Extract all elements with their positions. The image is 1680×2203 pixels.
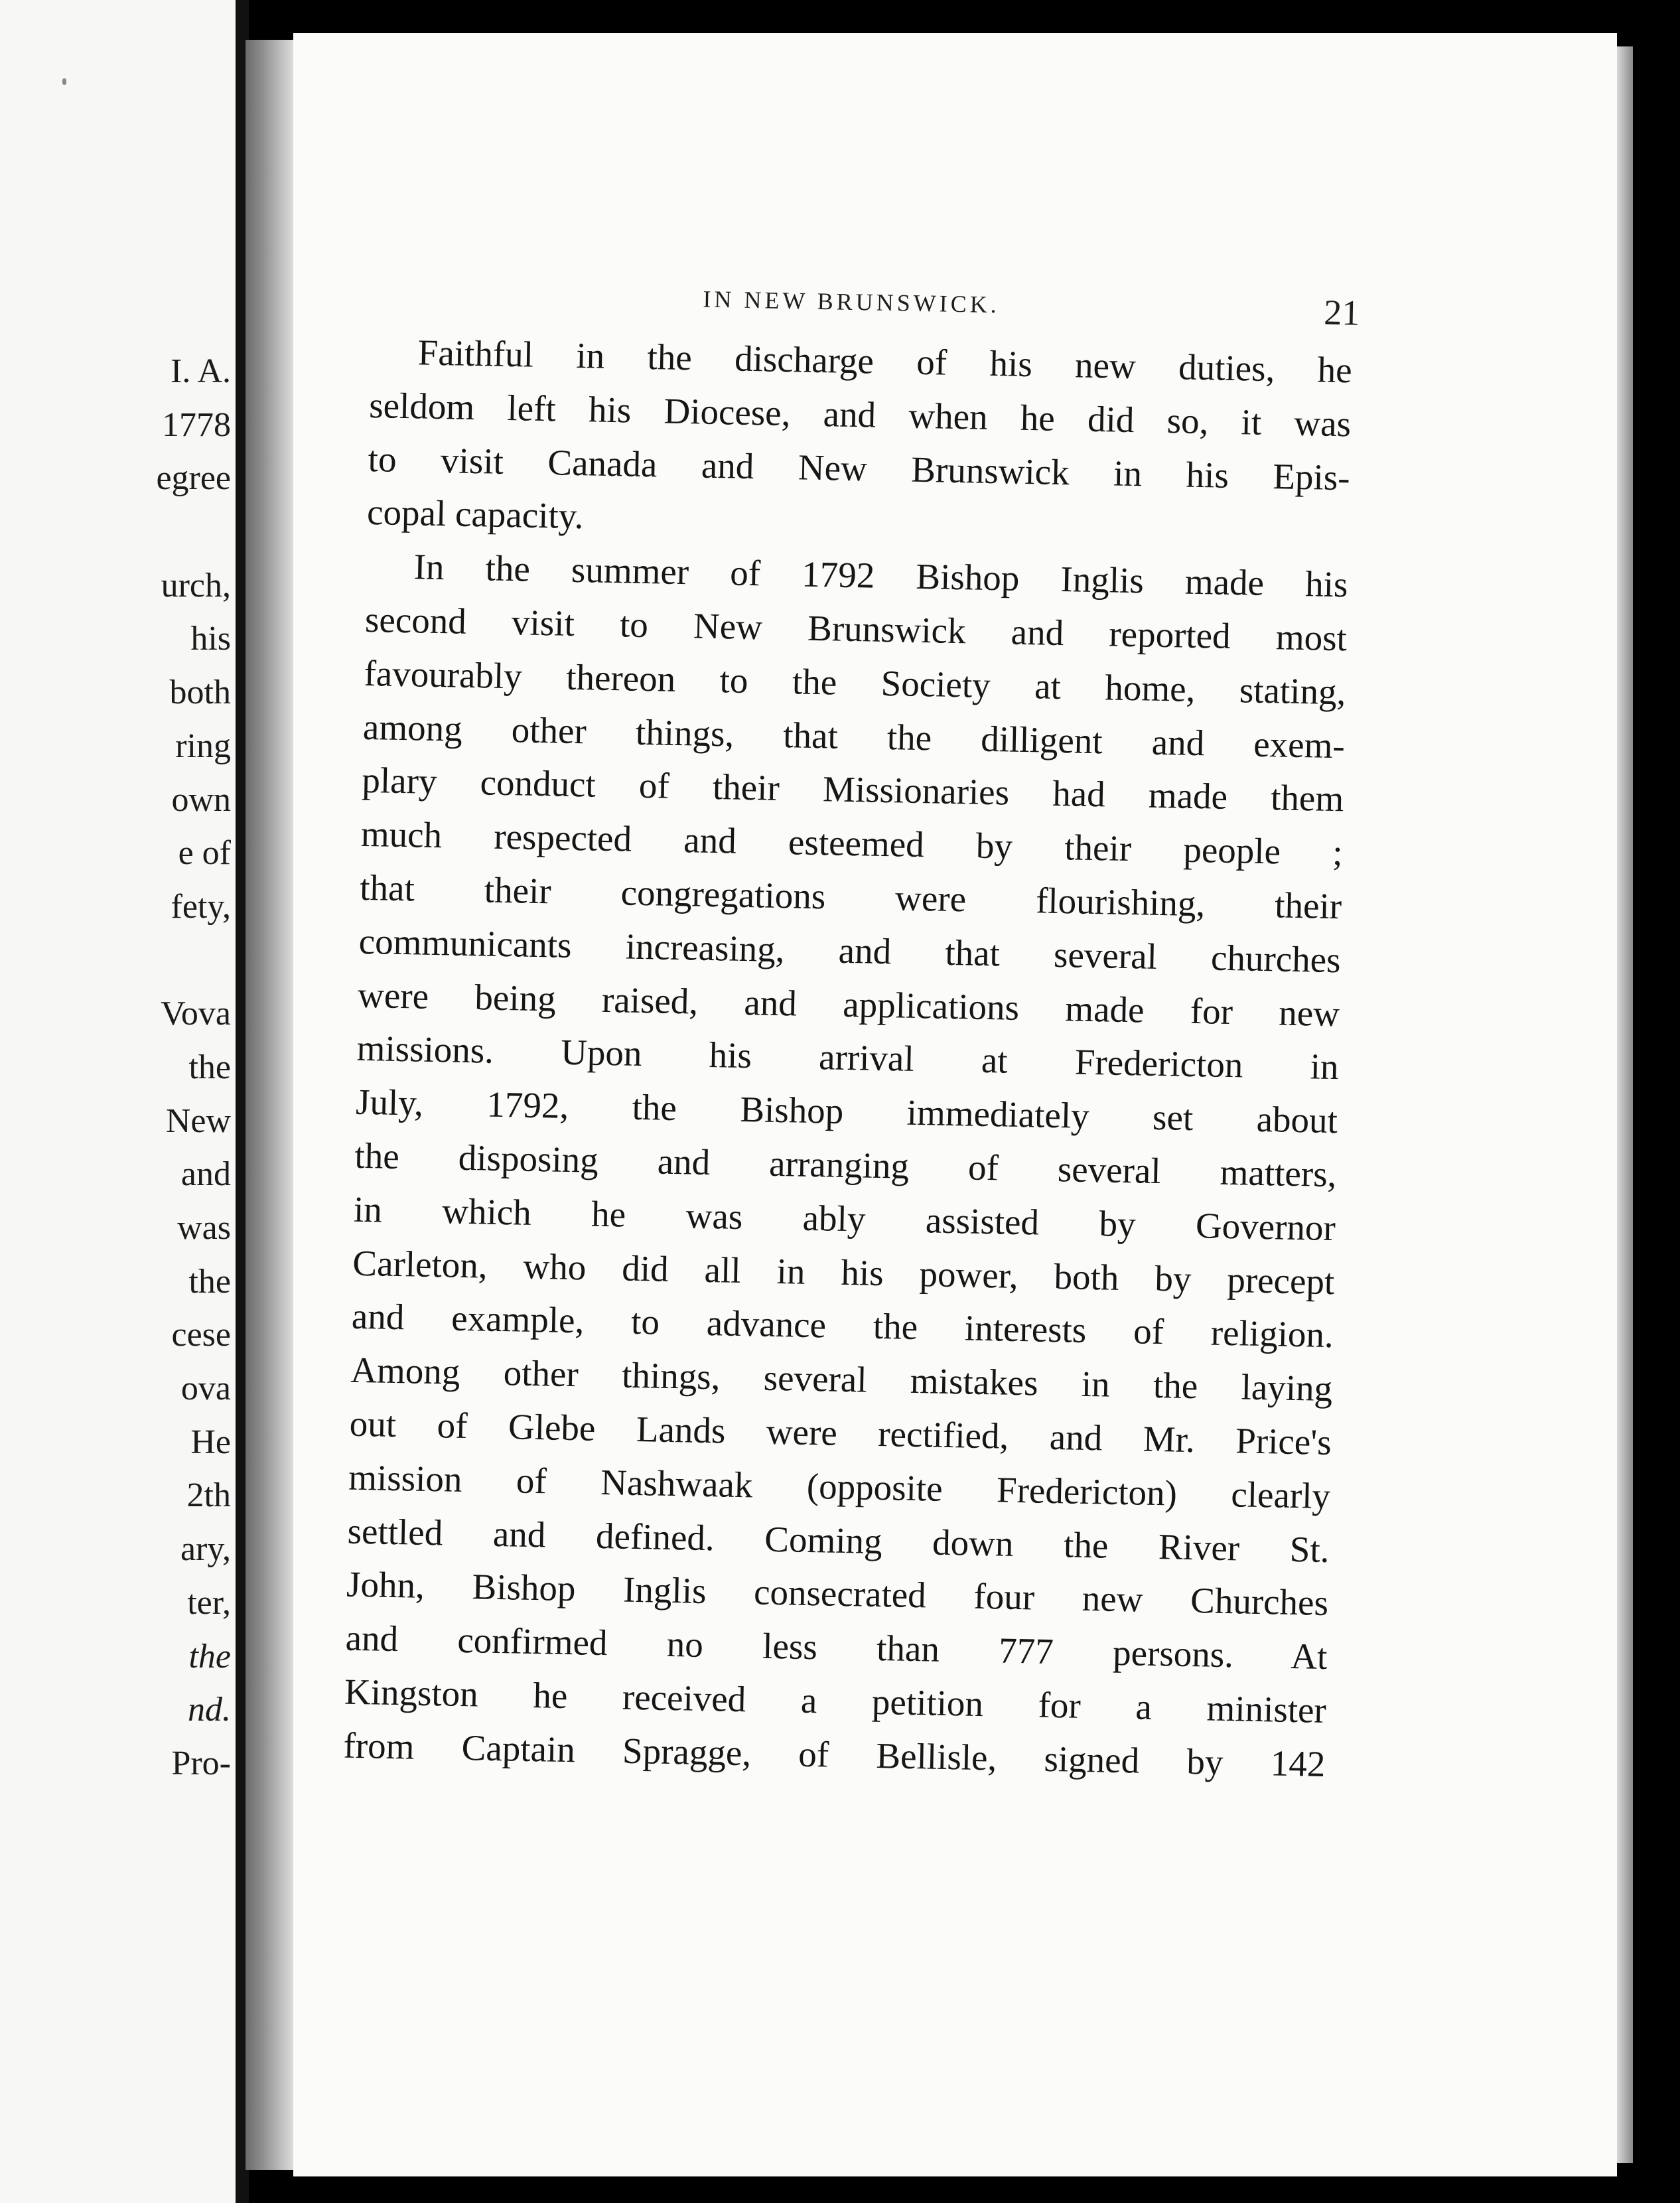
text-line: plary conduct of their Missionaries had made them bbox=[361, 760, 1344, 819]
text-line: seldom left his Diocese, and when he did so, it was bbox=[368, 384, 1352, 445]
left-page-fragment: the bbox=[188, 1637, 231, 1675]
left-page-fragment: his bbox=[190, 620, 231, 658]
body-text bbox=[343, 325, 1353, 1792]
text-line: among other things, that the dilligent and exem- bbox=[362, 706, 1346, 766]
left-page-fragment: egree bbox=[156, 459, 231, 498]
left-page-fragment: He bbox=[190, 1423, 231, 1461]
left-page-fragment bbox=[5, 934, 231, 988]
left-page-fragment: e of bbox=[178, 834, 231, 873]
text-line: and confirmed no less than 777 persons. At bbox=[345, 1617, 1328, 1677]
text-line: from Captain Spragge, of Bellisle, signed by 142 bbox=[342, 1725, 1326, 1784]
left-page-fragment: the bbox=[188, 1048, 231, 1086]
left-page-fragment: ary, bbox=[180, 1530, 231, 1569]
text-line: In the summer of 1792 Bishop Inglis made his bbox=[413, 546, 1349, 605]
paragraph bbox=[343, 539, 1348, 1791]
left-page-fragment: Pro- bbox=[171, 1744, 231, 1782]
left-page-fragment: ova bbox=[180, 1370, 231, 1408]
text-line: mission of Nashwaak (opposite Fredericton) clearly bbox=[348, 1457, 1331, 1516]
running-head-title: IN NEW BRUNSWICK. bbox=[703, 285, 1001, 319]
text-line: Carleton, who did all in his power, both by precept bbox=[352, 1242, 1335, 1302]
text-line: Kingston he received a petition for a minister bbox=[344, 1671, 1327, 1731]
text-line: Faithful in the discharge of his new duties, he bbox=[417, 332, 1353, 391]
page-content bbox=[342, 279, 1360, 1792]
text-line: and example, to advance the interests of religion. bbox=[351, 1296, 1334, 1356]
text-line: the disposing and arranging of several matters, bbox=[354, 1135, 1337, 1195]
book-gutter bbox=[245, 40, 293, 2170]
left-page-fragment: ter, bbox=[187, 1583, 231, 1622]
text-line: much respected and esteemed by their people ; bbox=[360, 814, 1344, 873]
left-facing-page bbox=[0, 0, 245, 2203]
left-page-fragment: own bbox=[171, 780, 231, 819]
left-page-fragment: the bbox=[188, 1262, 231, 1301]
left-page-fragment: ring bbox=[175, 727, 231, 765]
left-page-fragment: 1778 bbox=[162, 405, 231, 444]
text-line: that their congregations were flourishing, their bbox=[359, 867, 1342, 927]
left-page-fragment: Vova bbox=[161, 995, 231, 1033]
left-page-fragment: was bbox=[177, 1209, 231, 1247]
paragraph bbox=[366, 325, 1352, 559]
text-line: second visit to New Brunswick and reported most bbox=[364, 599, 1348, 659]
text-line: July, 1792, the Bishop immediately set about bbox=[355, 1081, 1338, 1141]
text-line: missions. Upon his arrival at Fredericton in bbox=[356, 1028, 1340, 1088]
left-page-fragment: nd. bbox=[188, 1691, 231, 1729]
text-line: to visit Canada and New Brunswick in his Epis- bbox=[368, 438, 1351, 498]
left-page-fragment: New bbox=[165, 1102, 231, 1140]
right-page-edge bbox=[1617, 46, 1633, 2163]
page-speck bbox=[62, 78, 66, 85]
text-line: John, Bishop Inglis consecrated four new Churches bbox=[346, 1563, 1329, 1624]
text-line: in which he was ably assisted by Governor bbox=[353, 1188, 1336, 1248]
left-page-fragment: I. A. bbox=[171, 352, 231, 390]
left-page-fragment bbox=[5, 506, 231, 559]
left-page-fragment: both bbox=[169, 674, 231, 712]
text-line: favourably thereon to the Society at home, stating, bbox=[364, 652, 1346, 713]
page-number: 21 bbox=[1323, 292, 1360, 333]
left-page-fragment: fety, bbox=[171, 887, 231, 926]
left-page-text-fragments bbox=[5, 345, 231, 1791]
text-line: communicants increasing, and that several churches bbox=[358, 920, 1342, 980]
left-page-fragment: 2th bbox=[186, 1476, 231, 1515]
text-line: Among other things, several mistakes in the laying bbox=[350, 1349, 1333, 1409]
text-line: settled and defined. Coming down the River St. bbox=[347, 1510, 1330, 1570]
text-line: copal capacity. bbox=[366, 492, 585, 537]
left-page-fragment: cese bbox=[171, 1316, 231, 1354]
left-page-fragment: urch, bbox=[161, 566, 231, 604]
text-line: out of Glebe Lands were rectified, and Mr. Price's bbox=[349, 1403, 1332, 1463]
left-page-fragment: and bbox=[180, 1155, 231, 1194]
text-line: were being raised, and applications made for new bbox=[357, 974, 1340, 1034]
